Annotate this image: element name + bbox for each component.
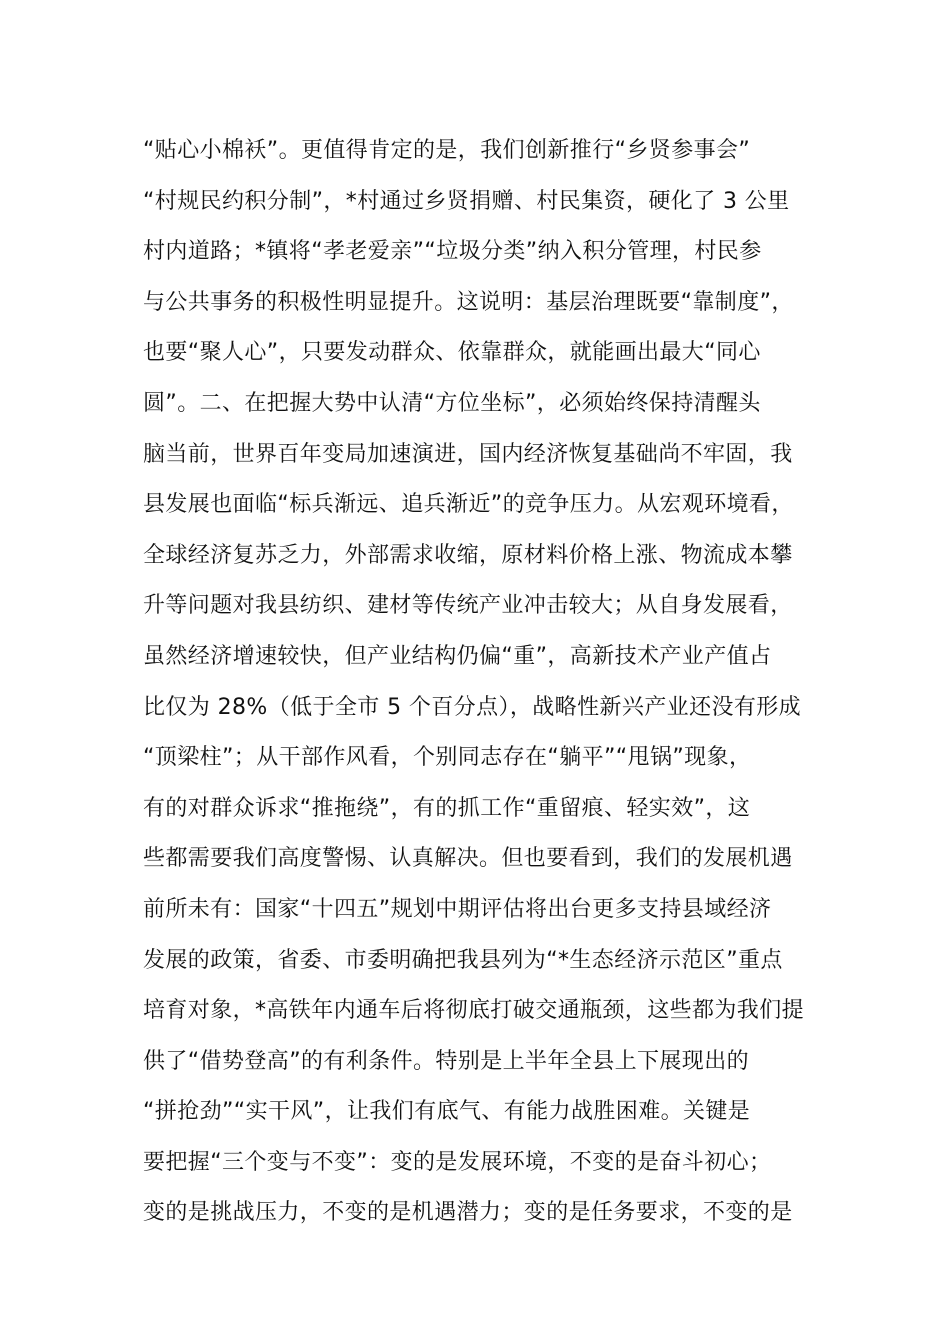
text-line: 村内道路；*镇将“孝老爱亲”“垃圾分类”纳入积分管理，村民参 xyxy=(143,239,762,265)
text-line: 也要“聚人心”，只要发动群众、依靠群众，就能画出最大“同心 xyxy=(143,340,761,366)
text-line: 些都需要我们高度警惕、认真解决。但也要看到，我们的发展机遇 xyxy=(143,846,793,872)
text-line: 升等问题对我县纺织、建材等传统产业冲击较大；从自身发展看， xyxy=(143,593,793,619)
text-line: “顶梁柱”；从干部作风看，个别同志存在“躺平”“甩锅”现象， xyxy=(143,745,752,771)
text-line: 圆”。二、在把握大势中认清“方位坐标”，必须始终保持清醒头 xyxy=(143,390,761,416)
text-line: “贴心小棉袄”。更值得肯定的是，我们创新推行“乡贤参事会” xyxy=(143,138,751,163)
text-line: 有的对群众诉求“推拖绕”，有的抓工作“重留痕、轻实效”，这 xyxy=(143,795,751,821)
text-line: 县发展也面临“标兵渐远、追兵渐近”的竞争压力。从宏观环境看， xyxy=(143,492,794,518)
text-line: “拼抢劲”“实干风”，让我们有底气、有能力战胜困难。关键是 xyxy=(143,1099,751,1125)
text-line: 培育对象，*高铁年内通车后将彻底打破交通瓶颈，这些都为我们提 xyxy=(143,998,805,1024)
text-line: 比仅为 28%（低于全市 5 个百分点），战略性新兴产业还没有形成 xyxy=(143,694,802,720)
text-line: 虽然经济增速较快，但产业结构仍偏“重”，高新技术产业产值占 xyxy=(143,643,772,669)
text-line: 变的是挑战压力，不变的是机遇潜力；变的是任务要求，不变的是 xyxy=(143,1200,793,1226)
text-line: 全球经济复苏乏力，外部需求收缩，原材料价格上涨、物流成本攀 xyxy=(143,542,793,568)
text-line: 前所未有：国家“十四五”规划中期评估将出台更多支持县域经济 xyxy=(143,896,772,922)
text-line: 与公共事务的积极性明显提升。这说明：基层治理既要“靠制度”， xyxy=(143,289,794,315)
text-line: “村规民约积分制”，*村通过乡贤捐赠、村民集资，硬化了 3 公里 xyxy=(143,188,790,214)
text-line: 脑当前，世界百年变局加速演进，国内经济恢复基础尚不牢固，我 xyxy=(143,441,793,467)
text-line: 供了“借势登高”的有利条件。特别是上半年全县上下展现出的 xyxy=(143,1048,749,1074)
text-line: 发展的政策，省委、市委明确把我县列为“*生态经济示范区”重点 xyxy=(143,947,783,973)
body-text xyxy=(143,126,843,1239)
text-line: 要把握“三个变与不变”：变的是发展环境，不变的是奋斗初心； xyxy=(143,1149,772,1175)
